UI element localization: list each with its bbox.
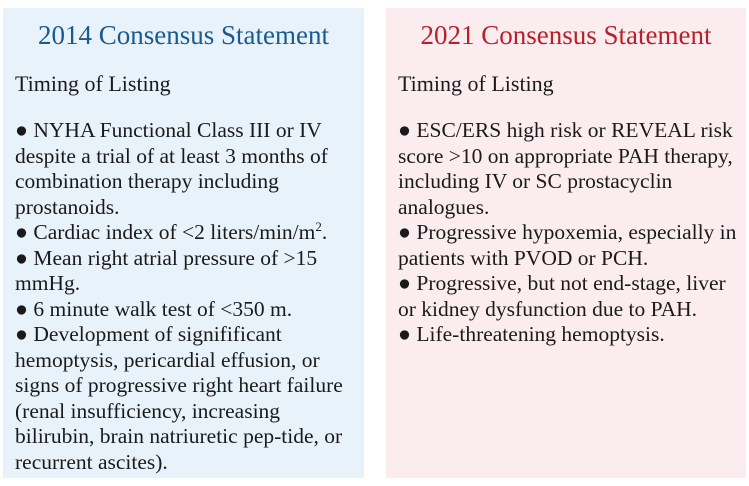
list-item (398, 118, 740, 220)
list-item (398, 220, 740, 271)
bullet-text: Cardiac index of <2 liters/min/m (33, 220, 316, 244)
bullet-text: Life-threatening hemoptysis. (416, 322, 665, 346)
bullet-icon: ● (15, 322, 28, 346)
bullet-text: ESC/ERS high risk or REVEAL risk score >10 on appropriate PAH therapy, including IV or SC prostacyclin analogues. (398, 118, 733, 219)
list-item (398, 322, 740, 348)
section-heading-2021: Timing of Listing (398, 71, 554, 96)
bullet-text: Development of signifificant hemoptysis, pericardial effusion, or signs of progressive right heart failure (renal insufficiency, increasing bilirubin, brain natriuretic pep-tide, or recurrent ascites). (15, 322, 343, 474)
panel-2014 (3, 8, 364, 478)
superscript: 2 (315, 218, 322, 234)
bullet-icon: ● (15, 245, 28, 270)
bullet-list-2021 (398, 118, 746, 348)
bullet-text: NYHA Functional Class III or IV despite a trial of at least 3 months of combination therapy including prostanoids. (15, 118, 328, 219)
list-item (15, 220, 358, 246)
list-item (398, 271, 740, 322)
bullet-icon: ● (398, 271, 411, 295)
bullet-text: Progressive, but not end-stage, liver or kidney dysfunction due to PAH. (398, 271, 726, 321)
bullet-icon: ● (398, 118, 411, 142)
panel-title-2021: 2021 Consensus Statement (420, 20, 712, 50)
bullet-icon: ● (398, 220, 411, 244)
section-heading-2014: Timing of Listing (15, 71, 171, 96)
bullet-text: Mean right atrial pressure of >15 mmHg. (15, 245, 318, 295)
bullet-icon: ● (15, 296, 28, 321)
panel-2021 (386, 8, 746, 478)
bullet-icon: ● (15, 220, 28, 244)
list-item (15, 246, 358, 297)
bullet-text: Progressive hypoxemia, especially in patients with PVOD or PCH. (398, 220, 737, 270)
list-item (15, 297, 358, 323)
bullet-icon: ● (398, 322, 411, 346)
bullet-icon: ● (15, 118, 28, 142)
bullet-text-end: . (321, 220, 328, 244)
list-item (15, 118, 358, 220)
bullet-list-2014 (15, 118, 364, 475)
bullet-text: 6 minute walk test of <350 m. (33, 296, 293, 321)
list-item (15, 322, 358, 475)
panel-title-2014: 2014 Consensus Statement (38, 20, 329, 50)
